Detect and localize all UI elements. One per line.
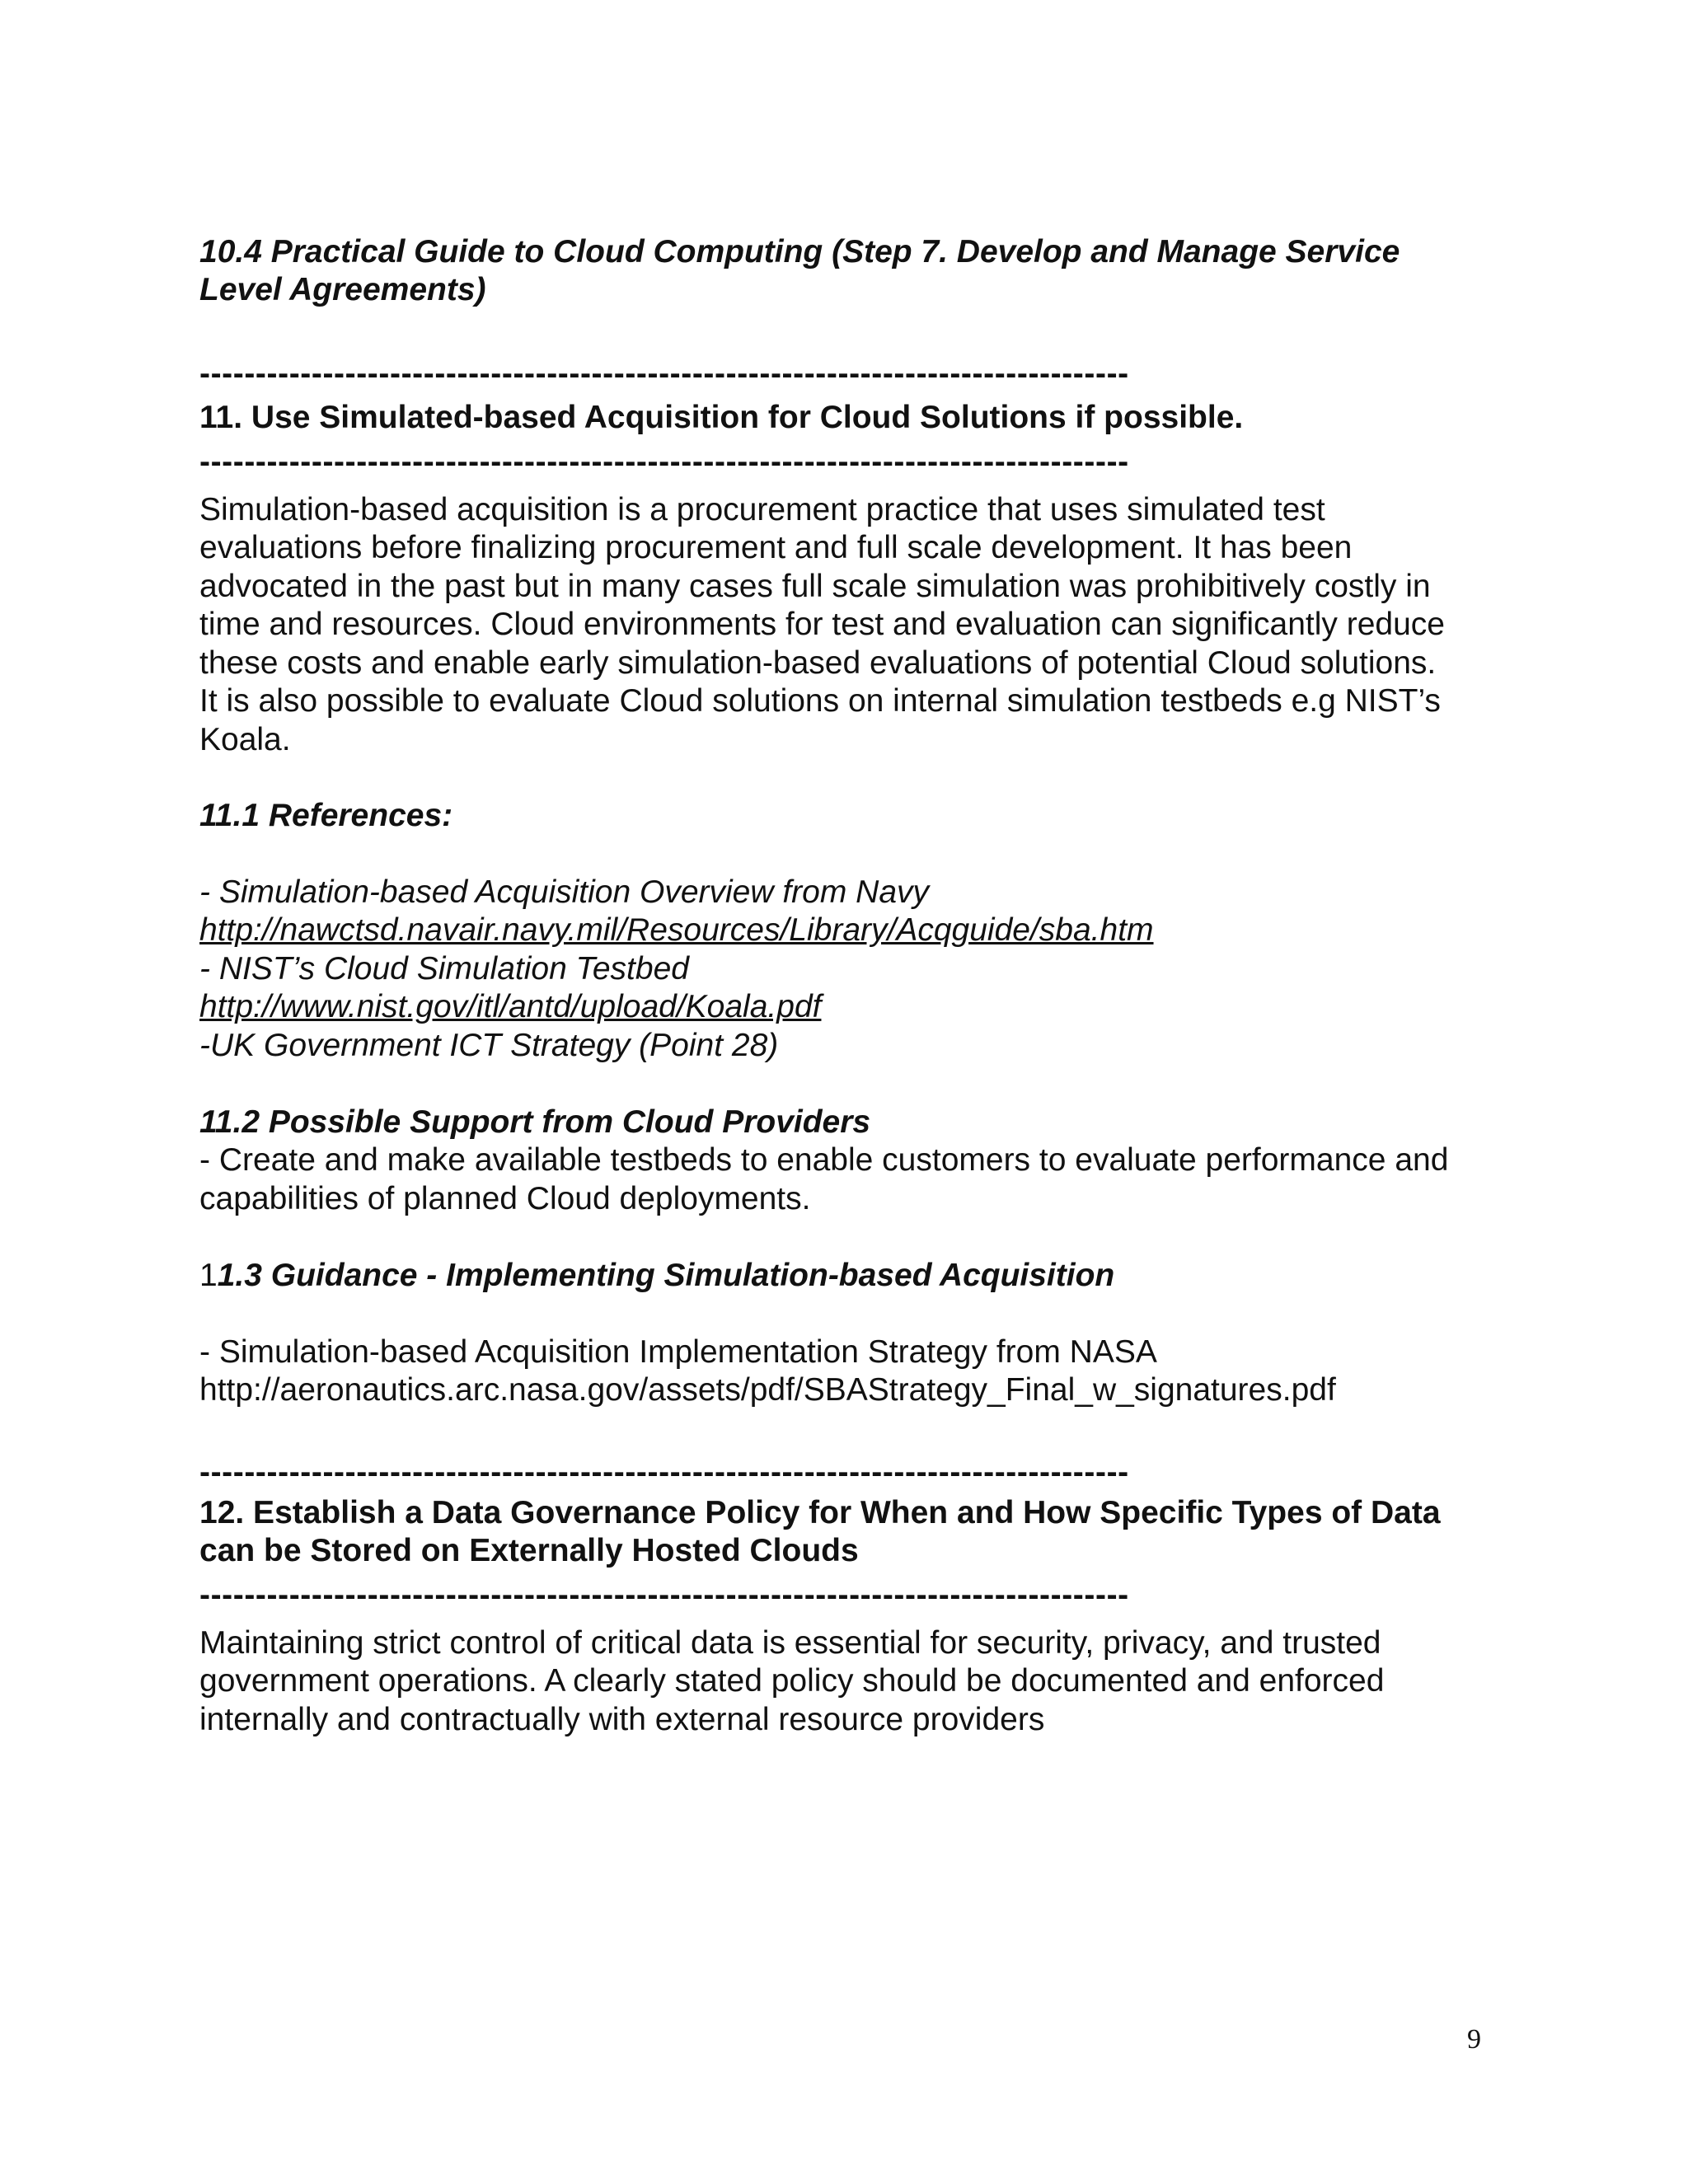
- section-11-2-body-line: capabilities of planned Cloud deployments.: [199, 1181, 811, 1216]
- reference-link[interactable]: http://www.nist.gov/itl/antd/upload/Koala.pdf: [199, 989, 822, 1024]
- section-11-body-line: time and resources. Cloud environments for test and evaluation can significantly reduce: [199, 607, 1445, 642]
- divider: -----------------------------------------------------------------------------------: [199, 444, 1129, 480]
- section-11-2-heading: 11.2 Possible Support from Cloud Providers: [199, 1104, 871, 1140]
- section-12-body-line: government operations. A clearly stated policy should be documented and enforced: [199, 1663, 1385, 1699]
- divider: -----------------------------------------------------------------------------------: [199, 1577, 1129, 1613]
- section-11-1-heading: 11.1 References:: [199, 798, 453, 833]
- section-11-body-line: these costs and enable early simulation-based evaluations of potential Cloud solutions.: [199, 645, 1437, 681]
- section-12-heading-line2: can be Stored on Externally Hosted Clouds: [199, 1533, 859, 1568]
- section-11-2-body-line: - Create and make available testbeds to enable customers to evaluate performance and: [199, 1142, 1449, 1178]
- section-11-body-line: It is also possible to evaluate Cloud solutions on internal simulation testbeds e.g NIST’s: [199, 683, 1441, 719]
- section-11-body-line: Koala.: [199, 722, 291, 757]
- reference-link[interactable]: http://nawctsd.navair.navy.mil/Resources/Library/Acqguide/sba.htm: [199, 912, 1154, 948]
- section-11-body-line: evaluations before finalizing procurement and full scale development. It has been: [199, 530, 1353, 565]
- divider: -----------------------------------------------------------------------------------: [199, 1455, 1129, 1490]
- section-11-3-heading: [199, 1256, 1114, 1295]
- section-11-body-line: advocated in the past but in many cases full scale simulation was prohibitively costly in: [199, 569, 1431, 604]
- reference-title: - NIST’s Cloud Simulation Testbed: [199, 951, 689, 987]
- section-11-3-link[interactable]: http://aeronautics.arc.nasa.gov/assets/pdf/SBAStrategy_Final_w_signatures.pdf: [199, 1372, 1336, 1408]
- divider: -----------------------------------------------------------------------------------: [199, 356, 1129, 391]
- reference-title: - Simulation-based Acquisition Overview from Navy: [199, 874, 930, 910]
- section-11-heading: 11. Use Simulated-based Acquisition for Cloud Solutions if possible.: [199, 400, 1244, 435]
- section-11-3-body-line: - Simulation-based Acquisition Implementation Strategy from NASA: [199, 1334, 1157, 1370]
- section-11-3-heading-prefix: 1: [199, 1258, 218, 1293]
- section-12-body-line: Maintaining strict control of critical data is essential for security, privacy, and trusted: [199, 1625, 1381, 1661]
- page-number: 9: [1467, 2024, 1481, 2055]
- section-12-heading-line1: 12. Establish a Data Governance Policy for When and How Specific Types of Data: [199, 1495, 1441, 1530]
- section-12-body-line: internally and contractually with external resource providers: [199, 1702, 1045, 1737]
- section-10-4-heading-line2: Level Agreements): [199, 272, 486, 307]
- section-10-4-heading-line1: 10.4 Practical Guide to Cloud Computing (Step 7. Develop and Manage Service: [199, 234, 1400, 269]
- section-11-3-heading-text: 1.3 Guidance - Implementing Simulation-based Acquisition: [217, 1258, 1115, 1293]
- section-11-body-line: Simulation-based acquisition is a procurement practice that uses simulated test: [199, 492, 1325, 527]
- reference-title: -UK Government ICT Strategy (Point 28): [199, 1028, 779, 1063]
